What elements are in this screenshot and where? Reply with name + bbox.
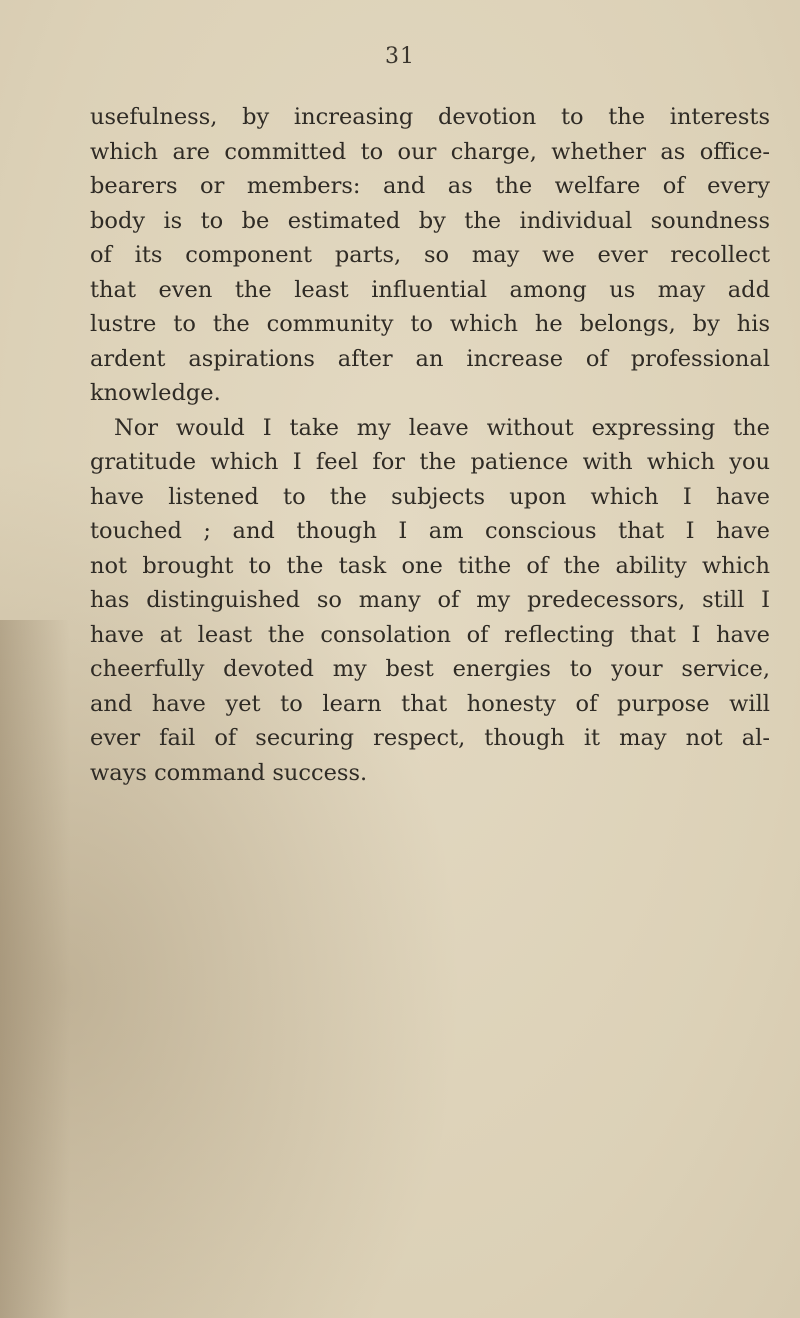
text-line: ardent aspirations after an increase of professional	[90, 345, 770, 372]
text-line: lustre to the community to which he belongs, by his	[90, 311, 770, 337]
text-line: have at least the consolation of reflecting that I have	[90, 621, 770, 648]
text-line: that even the least influential among us may add	[90, 276, 770, 303]
body-text	[90, 100, 770, 790]
text-line: and have yet to learn that honesty of purpose will	[90, 690, 770, 717]
text-line: knowledge.	[90, 380, 221, 406]
text-line: cheerfully devoted my best energies to your service,	[90, 656, 770, 682]
text-line: ever fail of securing respect, though it may not al-	[90, 725, 770, 751]
text-line: touched ; and though I am conscious that I have	[90, 518, 770, 544]
text-line: bearers or members: and as the welfare of every	[90, 173, 770, 199]
text-line: not brought to the task one tithe of the ability which	[90, 552, 770, 579]
text-line: have listened to the subjects upon which I have	[90, 483, 770, 510]
text-line: which are committed to our charge, whether as office-	[90, 138, 770, 165]
text-line: Nor would I take my leave without expressing the	[114, 414, 770, 441]
page-number: 31	[385, 44, 415, 69]
text-line: usefulness, by increasing devotion to the interests	[90, 104, 770, 130]
text-line: of its component parts, so may we ever recollect	[90, 242, 770, 268]
text-line: has distinguished so many of my predecessors, still I	[90, 587, 770, 613]
text-line: ways command success.	[90, 759, 368, 786]
text-line: body is to be estimated by the individual soundness	[90, 207, 770, 234]
page-edge-stain	[0, 620, 70, 1318]
text-line: gratitude which I feel for the patience with which you	[90, 449, 770, 475]
